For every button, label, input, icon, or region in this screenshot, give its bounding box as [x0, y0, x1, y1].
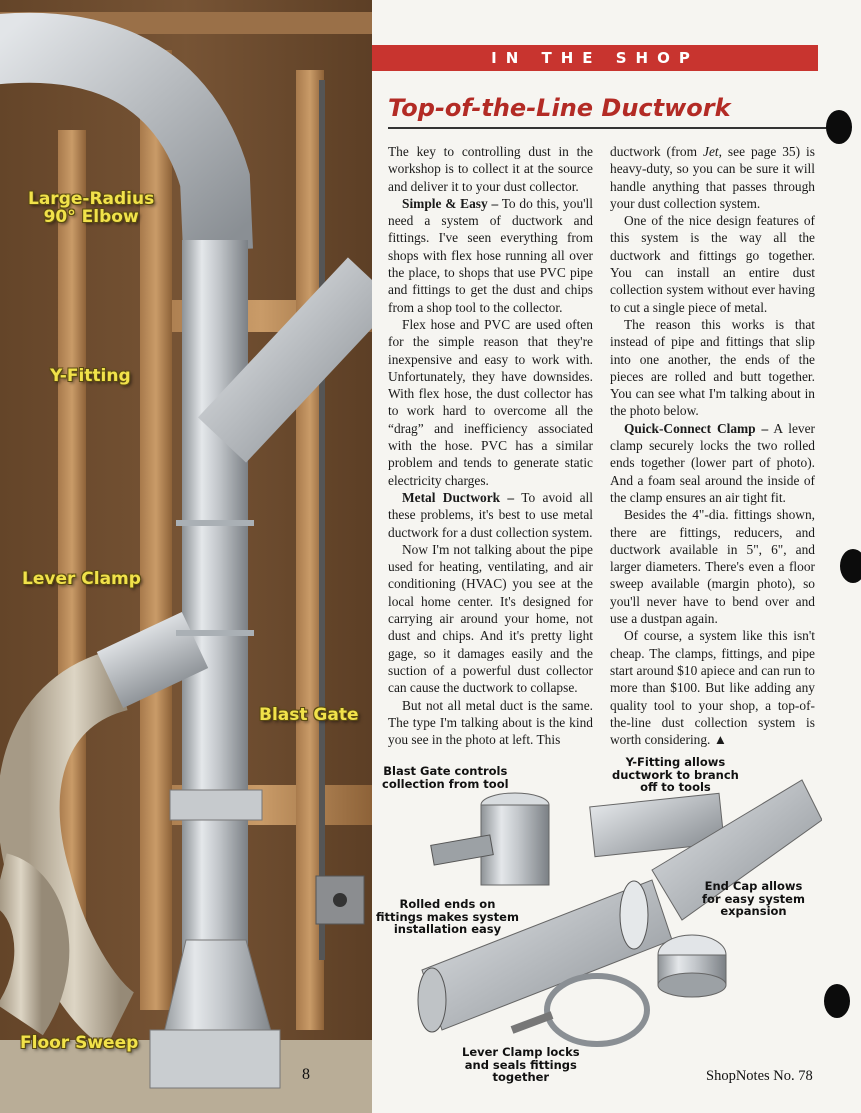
- caption-blast-gate: [382, 765, 509, 790]
- paragraph: Besides the 4"-dia. fittings shown, there are fittings, reducers, and ductwork available in 5", 6", and larger diameters. There's even a floor sweep available (margin photo), so you'll never have to bend over and use a dustpan again.: [610, 507, 815, 627]
- callout-elbow-text: Large-Radius 90° Elbow: [28, 189, 155, 227]
- callout-floor-sweep: [20, 1034, 138, 1052]
- callout-floor-sweep-text: Floor Sweep: [20, 1033, 139, 1053]
- paragraph: [610, 143, 815, 212]
- paragraph: [388, 195, 593, 316]
- section-banner: IN THE SHOP: [372, 45, 818, 71]
- callout-elbow: [28, 190, 154, 226]
- paragraph-body: Of course, a system like this isn't cheap. The clamps, fittings, and pipe start around $10 apiece and can run to more than $100. But like adding any quality tool to your shop, a top-of-the-line dust collection system is worth considering.: [610, 628, 815, 748]
- binder-hole-middle: [840, 549, 861, 583]
- caption-end-cap-text: End Cap allows for easy system expansion: [702, 879, 805, 918]
- caption-y-fitting-text: Y-Fitting allows ductwork to branch off to tools: [612, 755, 739, 794]
- paragraph-body: To avoid all these problems, it's best to use metal ductwork for a dust collection system.: [388, 489, 593, 540]
- ductwork-illustration: [0, 0, 372, 1113]
- caption-rolled-ends: [376, 898, 519, 936]
- article-column-2: [610, 143, 815, 748]
- callout-lever-clamp: [22, 570, 141, 588]
- binder-hole-bottom: [824, 984, 850, 1018]
- title-rule: [388, 127, 828, 129]
- paragraph: The reason this works is that instead of pipe and fittings that slip into one another, the ends of the pieces are rolled and butt together. You can see what I'm talking about in the photo below.: [610, 316, 815, 419]
- subhead: Quick-Connect Clamp –: [624, 420, 769, 436]
- paragraph-body: A lever clamp securely locks the two rolled ends together (lower part of photo). And a foam seal around the inside of the clamp ensures an air tight fit.: [610, 420, 815, 505]
- paragraph: One of the nice design features of this system is the way all the ductwork and fittings go together. You can install an entire dust collection system without ever having to cut a single piece of metal.: [610, 213, 815, 315]
- paragraph-body: ductwork (from: [610, 144, 703, 159]
- callout-blast-gate-text: Blast Gate: [259, 705, 359, 725]
- paragraph: [388, 489, 593, 541]
- caption-y-fitting: [612, 756, 739, 794]
- page-number: 8: [302, 1066, 310, 1083]
- article-column-1: [388, 143, 593, 748]
- ductwork-photo: [0, 0, 372, 1113]
- brand-name: Jet: [703, 144, 719, 159]
- caption-lever-clamp: [462, 1046, 580, 1084]
- paragraph: [610, 420, 815, 506]
- article-panel: [372, 0, 861, 1113]
- callout-y-fitting-text: Y-Fitting: [50, 366, 131, 386]
- subhead: Simple & Easy –: [402, 195, 499, 211]
- article-title: Top-of-the-Line Ductwork: [388, 94, 731, 122]
- callout-lever-clamp-text: Lever Clamp: [22, 569, 141, 589]
- caption-blast-gate-text: Blast Gate controls collection from tool: [382, 764, 509, 791]
- subhead: Metal Ductwork –: [402, 489, 515, 505]
- paragraph: Now I'm not talking about the pipe used for heating, ventilating, and air conditioning (HVAC) you see at the local home center. It's designed for carrying air around your home, not dust and chips. And it's pretty light gage, so it damages easily and the suction of a powerful dust collector can cause the ductwork to collapse.: [388, 541, 593, 696]
- paragraph: [610, 627, 815, 748]
- caption-lever-clamp-text: Lever Clamp locks and seals fittings together: [462, 1045, 580, 1084]
- callout-y-fitting: [50, 367, 131, 385]
- end-mark-icon: ▲: [713, 732, 728, 748]
- caption-end-cap: [702, 880, 805, 918]
- page-footer: ShopNotes No. 78: [706, 1068, 813, 1084]
- paragraph-body: , see page 35) is heavy-duty, so you can be sure it will handle anything that passes through your dust collection system.: [610, 144, 815, 211]
- caption-rolled-ends-text: Rolled ends on fittings makes system installation easy: [376, 897, 519, 936]
- paragraph-body: To do this, you'll need a system of ductwork and fittings. I've seen everything from shops with flex hose running all over the place, to shops that use PVC pipe and fittings to get the dust and chips from a shop tool to the collector.: [388, 195, 593, 315]
- paragraph: The key to controlling dust in the workshop is to collect it at the source and deliver it to your dust collector.: [388, 144, 593, 194]
- paragraph: But not all metal duct is the same. The type I'm talking about is the kind you see in the photo at left. This: [388, 697, 593, 748]
- paragraph: Flex hose and PVC are used often for the simple reason that they're inexpensive and easy to work with. Unfortunately, they have downsides. With flex hose, the dust collector has to work hard to overcome all the “drag” and inefficiency associated with the hose. PVC has a similar problem and tends to generate static electricity charges.: [388, 316, 593, 488]
- callout-blast-gate: [259, 706, 359, 724]
- binder-hole-top: [826, 110, 852, 144]
